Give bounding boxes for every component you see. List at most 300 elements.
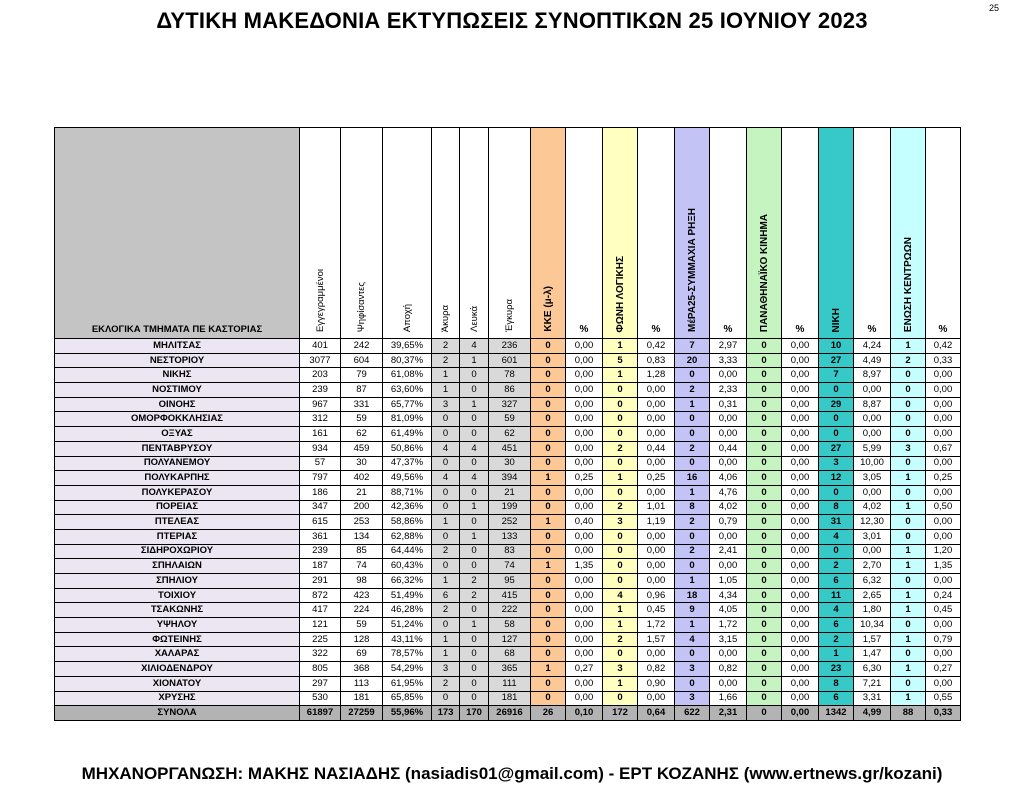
cell-voted: 98 bbox=[341, 574, 383, 589]
cell-fl: 0 bbox=[603, 647, 638, 662]
cell-pk: 0 bbox=[747, 485, 782, 500]
cell-valid: 21 bbox=[489, 485, 531, 500]
cell-blank: 1 bbox=[460, 618, 489, 633]
cell-niki: 8 bbox=[819, 500, 854, 515]
cell-mera: 0 bbox=[675, 456, 710, 471]
cell-reg: 417 bbox=[300, 603, 341, 618]
cell-kke: 0 bbox=[531, 456, 566, 471]
cell-pk: 0 bbox=[747, 676, 782, 691]
cell-abst: 81,09% bbox=[383, 412, 432, 427]
cell-valid: 199 bbox=[489, 500, 531, 515]
cell-mera-p: 4,02 bbox=[710, 500, 747, 515]
cell-valid: 365 bbox=[489, 662, 531, 677]
cell-mera: 9 bbox=[675, 603, 710, 618]
cell-fl: 4 bbox=[603, 588, 638, 603]
cell-blank: 170 bbox=[460, 706, 489, 721]
cell-kke-p: 0,00 bbox=[566, 412, 603, 427]
cell-valid: 111 bbox=[489, 676, 531, 691]
cell-pk-p: 0,00 bbox=[782, 427, 819, 442]
cell-pk-p: 0,00 bbox=[782, 676, 819, 691]
cell-ek-p: 0,00 bbox=[926, 618, 961, 633]
table-row bbox=[55, 529, 961, 544]
cell-kke-p: 0,00 bbox=[566, 691, 603, 706]
cell-fl-p: 0,45 bbox=[638, 603, 675, 618]
table-header-row bbox=[55, 128, 961, 339]
cell-kke: 0 bbox=[531, 397, 566, 412]
cell-fl: 0 bbox=[603, 397, 638, 412]
header-blank: Λευκά bbox=[460, 128, 489, 339]
cell-kke-p: 0,00 bbox=[566, 353, 603, 368]
table-row bbox=[55, 485, 961, 500]
cell-inv: 0 bbox=[432, 427, 460, 442]
cell-blank: 0 bbox=[460, 632, 489, 647]
table-row bbox=[55, 427, 961, 442]
cell-name: ΠΟΛΥΚΑΡΠΗΣ bbox=[55, 471, 300, 486]
cell-inv: 1 bbox=[432, 574, 460, 589]
cell-kke-p: 0,00 bbox=[566, 588, 603, 603]
cell-inv: 0 bbox=[432, 412, 460, 427]
cell-inv: 1 bbox=[432, 647, 460, 662]
cell-ek-p: 0,25 bbox=[926, 471, 961, 486]
cell-niki-p: 0,00 bbox=[854, 383, 891, 398]
cell-abst: 46,28% bbox=[383, 603, 432, 618]
cell-niki-p: 0,00 bbox=[854, 485, 891, 500]
cell-fl: 1 bbox=[603, 676, 638, 691]
cell-fl: 3 bbox=[603, 662, 638, 677]
cell-inv: 1 bbox=[432, 383, 460, 398]
cell-fl-p: 0,00 bbox=[638, 559, 675, 574]
cell-niki: 6 bbox=[819, 574, 854, 589]
cell-mera: 622 bbox=[675, 706, 710, 721]
cell-pk: 0 bbox=[747, 515, 782, 530]
header-voted: Ψηφίσαντες bbox=[341, 128, 383, 339]
cell-niki: 0 bbox=[819, 427, 854, 442]
cell-name: ΠΟΛΥΑΝΕΜΟΥ bbox=[55, 456, 300, 471]
cell-ek-p: 0,00 bbox=[926, 529, 961, 544]
cell-niki: 3 bbox=[819, 456, 854, 471]
cell-mera-p: 0,00 bbox=[710, 647, 747, 662]
cell-valid: 601 bbox=[489, 353, 531, 368]
cell-mera: 1 bbox=[675, 618, 710, 633]
cell-kke-p: 0,00 bbox=[566, 603, 603, 618]
cell-fl: 0 bbox=[603, 383, 638, 398]
cell-pk-p: 0,00 bbox=[782, 368, 819, 383]
cell-niki: 10 bbox=[819, 339, 854, 354]
cell-mera-p: 1,72 bbox=[710, 618, 747, 633]
cell-inv: 4 bbox=[432, 471, 460, 486]
cell-kke-p: 0,00 bbox=[566, 397, 603, 412]
cell-pk: 0 bbox=[747, 544, 782, 559]
cell-pk: 0 bbox=[747, 500, 782, 515]
table-row bbox=[55, 574, 961, 589]
cell-fl: 2 bbox=[603, 441, 638, 456]
cell-ek-p: 1,20 bbox=[926, 544, 961, 559]
cell-blank: 2 bbox=[460, 574, 489, 589]
cell-niki-p: 10,00 bbox=[854, 456, 891, 471]
cell-niki-p: 3,01 bbox=[854, 529, 891, 544]
cell-name: ΣΠΗΛΙΟΥ bbox=[55, 574, 300, 589]
header-mera: ΜέΡΑ25-ΣΥΜΜΑΧΙΑ ΡΗΞΗ bbox=[675, 128, 710, 339]
cell-kke-p: 0,00 bbox=[566, 383, 603, 398]
cell-ek: 0 bbox=[891, 383, 926, 398]
cell-ek-p: 0,50 bbox=[926, 500, 961, 515]
cell-mera-p: 2,31 bbox=[710, 706, 747, 721]
cell-mera: 0 bbox=[675, 427, 710, 442]
page-number: 25 bbox=[988, 3, 999, 13]
cell-mera-p: 0,79 bbox=[710, 515, 747, 530]
cell-ek: 1 bbox=[891, 339, 926, 354]
cell-valid: 252 bbox=[489, 515, 531, 530]
cell-abst: 43,11% bbox=[383, 632, 432, 647]
cell-niki-p: 1,47 bbox=[854, 647, 891, 662]
cell-ek-p: 0,67 bbox=[926, 441, 961, 456]
cell-reg: 239 bbox=[300, 544, 341, 559]
cell-reg: 186 bbox=[300, 485, 341, 500]
cell-abst: 65,85% bbox=[383, 691, 432, 706]
cell-niki-p: 12,30 bbox=[854, 515, 891, 530]
cell-niki: 27 bbox=[819, 353, 854, 368]
table-row bbox=[55, 500, 961, 515]
cell-valid: 181 bbox=[489, 691, 531, 706]
cell-name: ΧΙΟΝΑΤΟΥ bbox=[55, 676, 300, 691]
table-row bbox=[55, 368, 961, 383]
cell-niki: 11 bbox=[819, 588, 854, 603]
cell-kke-p: 0,00 bbox=[566, 632, 603, 647]
cell-voted: 113 bbox=[341, 676, 383, 691]
cell-niki: 23 bbox=[819, 662, 854, 677]
cell-mera: 1 bbox=[675, 397, 710, 412]
header-pk-pct: % bbox=[782, 128, 819, 339]
cell-fl-p: 0,00 bbox=[638, 412, 675, 427]
cell-pk-p: 0,00 bbox=[782, 383, 819, 398]
cell-niki-p: 0,00 bbox=[854, 544, 891, 559]
cell-pk: 0 bbox=[747, 559, 782, 574]
cell-pk-p: 0,00 bbox=[782, 397, 819, 412]
cell-name: ΜΗΛΙΤΣΑΣ bbox=[55, 339, 300, 354]
header-niki-pct: % bbox=[854, 128, 891, 339]
cell-niki: 1 bbox=[819, 647, 854, 662]
cell-kke-p: 0,00 bbox=[566, 618, 603, 633]
cell-reg: 967 bbox=[300, 397, 341, 412]
table-row bbox=[55, 632, 961, 647]
cell-voted: 59 bbox=[341, 412, 383, 427]
cell-voted: 128 bbox=[341, 632, 383, 647]
cell-ek-p: 0,00 bbox=[926, 676, 961, 691]
cell-valid: 83 bbox=[489, 544, 531, 559]
cell-niki-p: 2,65 bbox=[854, 588, 891, 603]
cell-ek-p: 0,00 bbox=[926, 383, 961, 398]
cell-reg: 401 bbox=[300, 339, 341, 354]
cell-reg: 297 bbox=[300, 676, 341, 691]
cell-fl: 172 bbox=[603, 706, 638, 721]
cell-fl-p: 0,00 bbox=[638, 691, 675, 706]
cell-mera-p: 0,00 bbox=[710, 676, 747, 691]
cell-fl: 5 bbox=[603, 353, 638, 368]
cell-inv: 0 bbox=[432, 691, 460, 706]
cell-mera: 0 bbox=[675, 412, 710, 427]
cell-pk: 0 bbox=[747, 397, 782, 412]
cell-niki: 4 bbox=[819, 529, 854, 544]
cell-blank: 0 bbox=[460, 383, 489, 398]
cell-name: ΝΕΣΤΟΡΙΟΥ bbox=[55, 353, 300, 368]
cell-ek-p: 0,33 bbox=[926, 706, 961, 721]
cell-kke-p: 0,40 bbox=[566, 515, 603, 530]
cell-voted: 87 bbox=[341, 383, 383, 398]
cell-pk: 0 bbox=[747, 368, 782, 383]
cell-voted: 85 bbox=[341, 544, 383, 559]
cell-reg: 291 bbox=[300, 574, 341, 589]
cell-ek: 0 bbox=[891, 529, 926, 544]
table-row bbox=[55, 676, 961, 691]
cell-mera-p: 0,00 bbox=[710, 456, 747, 471]
cell-niki-p: 7,21 bbox=[854, 676, 891, 691]
cell-mera: 2 bbox=[675, 544, 710, 559]
totals-row bbox=[55, 706, 961, 721]
cell-ek-p: 0,55 bbox=[926, 691, 961, 706]
cell-kke: 1 bbox=[531, 515, 566, 530]
cell-inv: 3 bbox=[432, 662, 460, 677]
cell-valid: 133 bbox=[489, 529, 531, 544]
cell-kke: 0 bbox=[531, 632, 566, 647]
cell-mera-p: 0,44 bbox=[710, 441, 747, 456]
cell-blank: 1 bbox=[460, 353, 489, 368]
cell-ek-p: 0,79 bbox=[926, 632, 961, 647]
cell-kke: 0 bbox=[531, 588, 566, 603]
cell-kke: 0 bbox=[531, 691, 566, 706]
cell-fl: 1 bbox=[603, 339, 638, 354]
cell-pk: 0 bbox=[747, 706, 782, 721]
cell-pk: 0 bbox=[747, 456, 782, 471]
cell-niki: 29 bbox=[819, 397, 854, 412]
cell-kke: 0 bbox=[531, 353, 566, 368]
cell-blank: 0 bbox=[460, 676, 489, 691]
cell-fl: 0 bbox=[603, 544, 638, 559]
cell-niki: 6 bbox=[819, 691, 854, 706]
cell-kke: 0 bbox=[531, 339, 566, 354]
cell-fl-p: 1,57 bbox=[638, 632, 675, 647]
cell-niki-p: 6,32 bbox=[854, 574, 891, 589]
cell-name: ΥΨΗΛΟΥ bbox=[55, 618, 300, 633]
cell-fl-p: 1,19 bbox=[638, 515, 675, 530]
cell-fl-p: 0,00 bbox=[638, 383, 675, 398]
cell-pk-p: 0,00 bbox=[782, 691, 819, 706]
cell-blank: 0 bbox=[460, 412, 489, 427]
cell-abst: 78,57% bbox=[383, 647, 432, 662]
cell-name: ΤΣΑΚΩΝΗΣ bbox=[55, 603, 300, 618]
cell-ek: 1 bbox=[891, 544, 926, 559]
cell-fl: 0 bbox=[603, 456, 638, 471]
cell-mera: 2 bbox=[675, 441, 710, 456]
cell-inv: 173 bbox=[432, 706, 460, 721]
cell-niki: 2 bbox=[819, 632, 854, 647]
cell-fl-p: 0,96 bbox=[638, 588, 675, 603]
cell-mera: 2 bbox=[675, 383, 710, 398]
cell-ek: 0 bbox=[891, 647, 926, 662]
cell-niki-p: 3,05 bbox=[854, 471, 891, 486]
cell-name: ΣΙΔΗΡΟΧΩΡΙΟΥ bbox=[55, 544, 300, 559]
cell-blank: 2 bbox=[460, 588, 489, 603]
cell-niki: 12 bbox=[819, 471, 854, 486]
page-title: ΔΥΤΙΚΗ ΜΑΚΕΔΟΝΙΑ ΕΚΤΥΠΩΣΕΙΣ ΣΥΝΟΠΤΙΚΩΝ 25 ΙΟΥΝΙΟΥ 2023 bbox=[156, 8, 868, 33]
cell-voted: 604 bbox=[341, 353, 383, 368]
cell-valid: 74 bbox=[489, 559, 531, 574]
cell-name: ΟΞΥΑΣ bbox=[55, 427, 300, 442]
cell-pk: 0 bbox=[747, 603, 782, 618]
cell-ek-p: 0,42 bbox=[926, 339, 961, 354]
cell-abst: 61,49% bbox=[383, 427, 432, 442]
cell-mera-p: 4,76 bbox=[710, 485, 747, 500]
cell-ek: 0 bbox=[891, 427, 926, 442]
cell-kke-p: 0,00 bbox=[566, 368, 603, 383]
header-niki: ΝΙΚΗ bbox=[819, 128, 854, 339]
cell-ek-p: 0,00 bbox=[926, 412, 961, 427]
cell-kke: 0 bbox=[531, 427, 566, 442]
cell-reg: 347 bbox=[300, 500, 341, 515]
header-ek: ΕΝΩΣΗ ΚΕΝΤΡΩΩΝ bbox=[891, 128, 926, 339]
cell-pk: 0 bbox=[747, 647, 782, 662]
cell-pk: 0 bbox=[747, 618, 782, 633]
cell-valid: 394 bbox=[489, 471, 531, 486]
cell-kke: 0 bbox=[531, 603, 566, 618]
cell-niki-p: 8,87 bbox=[854, 397, 891, 412]
header-kke-pct: % bbox=[566, 128, 603, 339]
cell-fl-p: 0,83 bbox=[638, 353, 675, 368]
cell-kke-p: 1,35 bbox=[566, 559, 603, 574]
cell-valid: 26916 bbox=[489, 706, 531, 721]
cell-mera: 18 bbox=[675, 588, 710, 603]
cell-voted: 181 bbox=[341, 691, 383, 706]
cell-fl-p: 0,00 bbox=[638, 485, 675, 500]
cell-voted: 253 bbox=[341, 515, 383, 530]
cell-mera: 0 bbox=[675, 647, 710, 662]
cell-reg: 797 bbox=[300, 471, 341, 486]
cell-niki: 0 bbox=[819, 544, 854, 559]
cell-blank: 0 bbox=[460, 662, 489, 677]
cell-pk: 0 bbox=[747, 383, 782, 398]
cell-name: ΧΑΛΑΡΑΣ bbox=[55, 647, 300, 662]
cell-kke-p: 0,00 bbox=[566, 485, 603, 500]
cell-inv: 1 bbox=[432, 632, 460, 647]
footer-credit: ΜΗΧΑΝΟΡΓΑΝΩΣΗ: ΜΑΚΗΣ ΝΑΣΙΑΔΗΣ (nasiadis01@gmail.com) - ΕΡΤ ΚΟΖΑΝΗΣ (www.ertnews.gr/kozani) bbox=[81, 764, 943, 783]
cell-pk-p: 0,00 bbox=[782, 500, 819, 515]
cell-abst: 39,65% bbox=[383, 339, 432, 354]
cell-voted: 62 bbox=[341, 427, 383, 442]
cell-niki-p: 0,00 bbox=[854, 412, 891, 427]
cell-ek: 0 bbox=[891, 397, 926, 412]
cell-fl-p: 1,01 bbox=[638, 500, 675, 515]
cell-reg: 121 bbox=[300, 618, 341, 633]
cell-ek: 1 bbox=[891, 691, 926, 706]
cell-fl-p: 0,44 bbox=[638, 441, 675, 456]
cell-niki: 0 bbox=[819, 412, 854, 427]
cell-valid: 58 bbox=[489, 618, 531, 633]
cell-blank: 0 bbox=[460, 691, 489, 706]
cell-name: ΠΤΕΛΕΑΣ bbox=[55, 515, 300, 530]
cell-valid: 222 bbox=[489, 603, 531, 618]
cell-voted: 368 bbox=[341, 662, 383, 677]
cell-ek-p: 0,00 bbox=[926, 647, 961, 662]
cell-blank: 0 bbox=[460, 456, 489, 471]
cell-pk-p: 0,00 bbox=[782, 471, 819, 486]
cell-kke-p: 0,00 bbox=[566, 500, 603, 515]
cell-reg: 3077 bbox=[300, 353, 341, 368]
cell-name: ΟΜΟΡΦΟΚΚΛΗΣΙΑΣ bbox=[55, 412, 300, 427]
cell-pk-p: 0,00 bbox=[782, 603, 819, 618]
cell-abst: 61,08% bbox=[383, 368, 432, 383]
cell-fl: 0 bbox=[603, 412, 638, 427]
cell-fl-p: 0,00 bbox=[638, 574, 675, 589]
cell-mera-p: 2,97 bbox=[710, 339, 747, 354]
cell-inv: 2 bbox=[432, 603, 460, 618]
cell-kke-p: 0,25 bbox=[566, 471, 603, 486]
cell-blank: 0 bbox=[460, 485, 489, 500]
cell-pk: 0 bbox=[747, 691, 782, 706]
cell-fl-p: 0,00 bbox=[638, 456, 675, 471]
cell-mera-p: 0,00 bbox=[710, 368, 747, 383]
cell-abst: 88,71% bbox=[383, 485, 432, 500]
cell-fl: 2 bbox=[603, 632, 638, 647]
cell-kke: 1 bbox=[531, 559, 566, 574]
cell-niki: 2 bbox=[819, 559, 854, 574]
cell-mera-p: 1,66 bbox=[710, 691, 747, 706]
cell-ek: 1 bbox=[891, 500, 926, 515]
cell-fl: 1 bbox=[603, 368, 638, 383]
cell-kke-p: 0,00 bbox=[566, 529, 603, 544]
cell-mera: 16 bbox=[675, 471, 710, 486]
cell-pk-p: 0,00 bbox=[782, 559, 819, 574]
cell-ek: 1 bbox=[891, 588, 926, 603]
table-row bbox=[55, 339, 961, 354]
cell-mera-p: 0,31 bbox=[710, 397, 747, 412]
cell-abst: 66,32% bbox=[383, 574, 432, 589]
cell-ek-p: 0,00 bbox=[926, 485, 961, 500]
cell-voted: 74 bbox=[341, 559, 383, 574]
cell-abst: 65,77% bbox=[383, 397, 432, 412]
table-row bbox=[55, 618, 961, 633]
cell-reg: 312 bbox=[300, 412, 341, 427]
cell-abst: 51,49% bbox=[383, 588, 432, 603]
header-section bbox=[55, 128, 300, 339]
cell-kke: 0 bbox=[531, 529, 566, 544]
cell-inv: 1 bbox=[432, 515, 460, 530]
cell-fl: 1 bbox=[603, 618, 638, 633]
cell-valid: 68 bbox=[489, 647, 531, 662]
cell-niki-p: 5,99 bbox=[854, 441, 891, 456]
cell-pk-p: 0,00 bbox=[782, 456, 819, 471]
cell-blank: 0 bbox=[460, 515, 489, 530]
cell-ek: 0 bbox=[891, 368, 926, 383]
table-row bbox=[55, 588, 961, 603]
cell-voted: 242 bbox=[341, 339, 383, 354]
cell-reg: 322 bbox=[300, 647, 341, 662]
cell-abst: 51,24% bbox=[383, 618, 432, 633]
cell-ek: 0 bbox=[891, 676, 926, 691]
cell-mera-p: 0,00 bbox=[710, 529, 747, 544]
cell-ek-p: 0,00 bbox=[926, 397, 961, 412]
cell-blank: 1 bbox=[460, 397, 489, 412]
cell-voted: 200 bbox=[341, 500, 383, 515]
cell-niki-p: 1,57 bbox=[854, 632, 891, 647]
cell-pk-p: 0,00 bbox=[782, 544, 819, 559]
cell-mera-p: 1,05 bbox=[710, 574, 747, 589]
cell-fl-p: 0,00 bbox=[638, 529, 675, 544]
cell-inv: 4 bbox=[432, 441, 460, 456]
cell-name: ΤΟΙΧΙΟΥ bbox=[55, 588, 300, 603]
table-row bbox=[55, 471, 961, 486]
cell-abst: 54,29% bbox=[383, 662, 432, 677]
cell-fl: 0 bbox=[603, 691, 638, 706]
header-pk: ΠΑΝΑΘΗΝΑΪΚΟ ΚΙΝΗΜΑ bbox=[747, 128, 782, 339]
